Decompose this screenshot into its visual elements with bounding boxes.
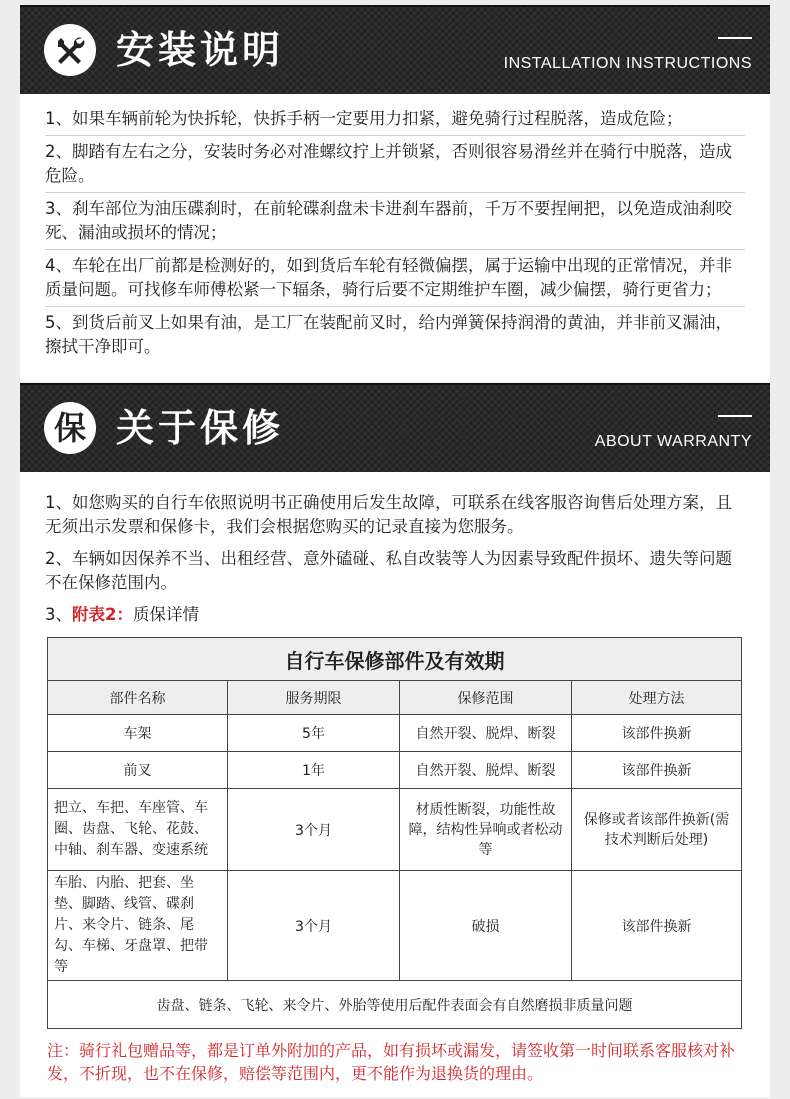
wrench-screwdriver-icon <box>44 24 96 76</box>
banner-rule <box>718 37 752 39</box>
installation-item-1: 1、如果车辆前轮为快拆轮，快拆手柄一定要用力扣紧，避免骑行过程脱落，造成危险； <box>45 103 745 136</box>
scope-cell: 材质性断裂，功能性故障，结构性异响或者松动等 <box>400 789 572 871</box>
installation-item-5: 5、到货后前叉上如果有油，是工厂在装配前叉时，给内弹簧保持润滑的黄油，并非前叉漏油，擦拭干净即可。 <box>45 313 732 356</box>
warranty-seal-icon <box>44 402 96 454</box>
warranty-item-3 <box>45 603 745 627</box>
warranty-item-1: 1、如您购买的自行车依照说明书正确使用后发生故障，可联系在线客服咨询售后处理方案，且无须出示发票和保修卡，我们会根据您购买的记录直接为您服务。 <box>45 493 732 536</box>
method-cell: 该部件换新 <box>572 871 742 981</box>
table-title: 自行车保修部件及有效期 <box>48 638 742 681</box>
table-header-row <box>48 681 742 715</box>
warranty-panel <box>20 472 770 1097</box>
warranty-icon-char: 保 <box>53 409 86 447</box>
table-row <box>48 789 742 871</box>
part-cell: 车胎、内胎、把套、坐垫、脚踏、线管、碟刹片、来令片、链条、尾勾、车梯、牙盘罩、把带等 <box>48 871 228 981</box>
table-row <box>48 871 742 981</box>
installation-list <box>45 103 745 363</box>
warranty-table <box>47 637 742 1029</box>
header-method: 处理方法 <box>572 681 742 715</box>
warranty-banner <box>20 383 770 472</box>
warranty-list <box>45 491 745 635</box>
header-part: 部件名称 <box>48 681 228 715</box>
period-cell: 3个月 <box>228 789 400 871</box>
method-cell: 该部件换新 <box>572 752 742 789</box>
scope-cell: 自然开裂、脱焊、断裂 <box>400 715 572 752</box>
part-cell: 车架 <box>48 715 228 752</box>
installation-panel <box>20 94 770 382</box>
table-row <box>48 752 742 789</box>
scope-cell: 自然开裂、脱焊、断裂 <box>400 752 572 789</box>
period-cell: 3个月 <box>228 871 400 981</box>
table-footer-row <box>48 981 742 1029</box>
warranty-item-3-suffix: 质保详情 <box>132 605 199 624</box>
scope-cell: 破损 <box>400 871 572 981</box>
warranty-item-2: 2、车辆如因保养不当、出租经营、意外磕碰、私自改装等人为因素导致配件损坏、遗失等问题不在保修范围内。 <box>45 549 732 592</box>
footnote: 注：骑行礼包赠品等，都是订单外附加的产品，如有损坏或漏发，请签收第一时间联系客服核对补发，不折现，也不在保修，赔偿等范围内，更不能作为退换货的理由。 <box>47 1041 736 1083</box>
header-period: 服务期限 <box>228 681 400 715</box>
banner-rule <box>718 415 752 417</box>
header-scope: 保修范围 <box>400 681 572 715</box>
installation-item-4: 4、车轮在出厂前都是检测好的，如到货后车轮有轻微偏摆，属于运输中出现的正常情况，并非质量问题。可找修车师傅松紧一下辐条，骑行后要不定期维护车圈，减少偏摆，骑行更省力； <box>45 250 745 307</box>
installation-subtitle: INSTALLATION INSTRUCTIONS <box>503 55 752 72</box>
appendix-link: 附表2： <box>72 605 133 624</box>
installation-item-3: 3、刹车部位为油压碟刹时，在前轮碟刹盘未卡进刹车器前，千万不要捏闸把，以免造成油刹咬死、漏油或损坏的情况； <box>45 193 745 250</box>
part-cell: 前叉 <box>48 752 228 789</box>
warranty-subtitle: ABOUT WARRANTY <box>594 433 752 450</box>
table-row <box>48 715 742 752</box>
warranty-item-3-prefix: 3、 <box>45 605 72 624</box>
method-cell: 保修或者该部件换新(需技术判断后处理) <box>572 789 742 871</box>
period-cell: 1年 <box>228 752 400 789</box>
method-cell: 该部件换新 <box>572 715 742 752</box>
table-footer: 齿盘、链条、飞轮、来令片、外胎等使用后配件表面会有自然磨损非质量问题 <box>48 981 742 1029</box>
installation-item-2: 2、脚踏有左右之分，安装时务必对准螺纹拧上并锁紧，否则很容易滑丝并在骑行中脱落，造成危险。 <box>45 136 745 193</box>
period-cell: 5年 <box>228 715 400 752</box>
part-cell: 把立、车把、车座管、车圈、齿盘、飞轮、花鼓、中轴、刹车器、变速系统 <box>48 789 228 871</box>
installation-banner <box>20 5 770 94</box>
installation-title: 安装说明 <box>116 28 285 72</box>
warranty-title: 关于保修 <box>116 406 285 450</box>
